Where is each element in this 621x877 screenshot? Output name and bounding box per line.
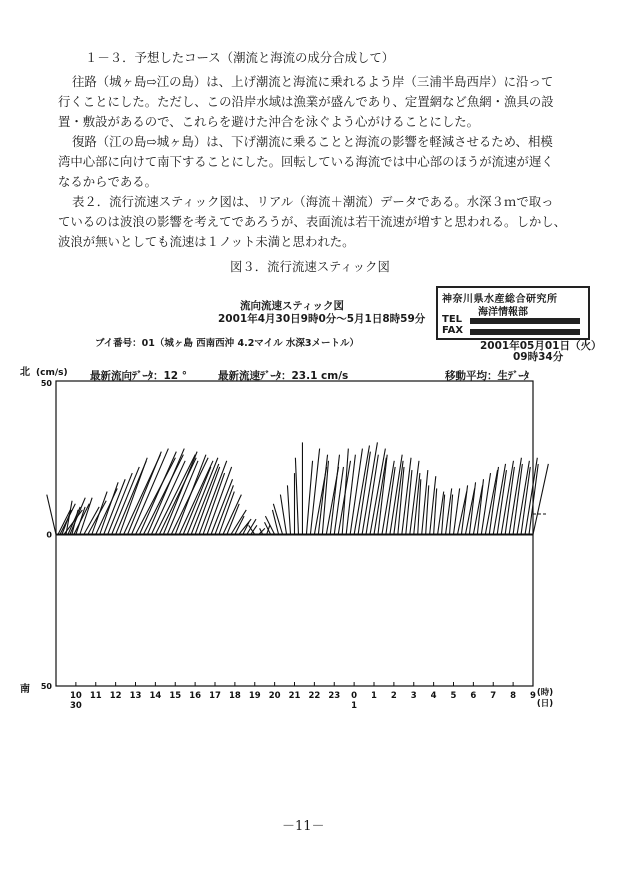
stamp-date: 2001年05月01日（火） [480, 340, 602, 352]
latest-speed: 最新流速ﾃﾞｰﾀ：23.1 cm/s [218, 370, 349, 382]
x-tick-label: 7 [490, 691, 497, 701]
current-stick [247, 519, 256, 534]
current-stick [112, 467, 140, 535]
x-tick-label: 20 [268, 691, 281, 701]
y-tick-label: 50 [40, 379, 52, 388]
moving-average: 移動平均：生ﾃﾞｰﾀ [445, 370, 529, 382]
current-stick [92, 492, 107, 535]
y-unit-label: (cm/s) [36, 368, 68, 378]
paragraph-line: 波浪が無いとしても流速は１ノット未満と思われた。 [58, 234, 355, 249]
x-unit-hour: (時) [536, 688, 554, 698]
x-tick-label: 4 [430, 691, 437, 701]
x-tick-label: 18 [228, 691, 241, 701]
stamp-institution: 神奈川県水産総合研究所 [442, 294, 558, 305]
x-day-label: 30 [69, 701, 82, 711]
x-unit-day: (日) [536, 699, 554, 709]
paragraph-line: 湾中心部に向けて南下することにした。回転している海流では中心部のほうが流速が遅く [58, 154, 554, 169]
current-stick [47, 495, 56, 535]
paragraph-line: 往路（城ヶ島⇨江の島）は、上げ潮流と海流に乗れるよう岸（三浦半島西岸）に沿って [72, 74, 554, 89]
stamp-fax-label: FAX [442, 325, 464, 336]
chart-period: 2001年4月30日9時0分～5月1日8時59分 [218, 313, 426, 325]
south-label: 南 [20, 684, 30, 695]
x-tick-label: 2 [390, 691, 397, 701]
current-stick [330, 455, 339, 535]
chart-title: 流向流速スティック図 [240, 300, 344, 312]
x-tick-label: 19 [248, 691, 261, 701]
paragraph-line: 復路（江の島⇨城ヶ島）は、下げ潮流に乗ることと海流の影響を軽減させるため、相模 [72, 134, 553, 149]
stamp-tel-label: TEL [442, 314, 463, 325]
figure-caption: 図３．流行流速スティック図 [230, 259, 390, 274]
x-tick-label: 17 [209, 691, 221, 701]
x-tick-label: 11 [89, 691, 102, 701]
x-tick-label: 21 [288, 691, 301, 701]
x-tick-label: 16 [189, 691, 202, 701]
current-stick [179, 461, 213, 535]
current-stick [485, 470, 497, 534]
current-stick [265, 516, 274, 534]
latest-direction: 最新流向ﾃﾞｰﾀ：12 ° [90, 370, 188, 382]
x-tick-label: 12 [109, 691, 122, 701]
x-day-label: 1 [351, 701, 358, 711]
x-tick-label: 15 [169, 691, 182, 701]
current-stick [167, 461, 198, 535]
x-tick-label: 9 [530, 691, 536, 701]
y-tick-label: 0 [46, 530, 52, 540]
current-stick [287, 485, 290, 534]
paragraph-line: 置・敷設があるので、これらを避けた沖合を泳ぐよう心がけることにした。 [58, 114, 480, 129]
x-tick-label: 10 [69, 691, 82, 701]
current-stick [295, 458, 298, 535]
current-stick [310, 449, 319, 535]
buoy-label: ブイ番号：01（城ヶ島 西南西沖 4.2マイル 水深3メートル） [95, 338, 360, 349]
paragraph-line: ているのは波浪の影響を考えてであろうが、表面流は若干流速が増すと思われる。しかし、 [58, 214, 567, 229]
section-heading: １－３．予想したコース（潮流と海流の成分合成して） [85, 50, 395, 65]
x-tick-label: 8 [510, 691, 517, 701]
x-tick-label: 22 [308, 691, 321, 701]
current-stick [159, 458, 196, 535]
y-tick-label: 50 [40, 682, 52, 691]
x-tick-label: 13 [129, 691, 142, 701]
current-stick [231, 510, 246, 535]
paragraph-line: 行くことにした。ただし、この沿岸水域は漁業が盛んであり、定置網など魚網・漁具の設 [58, 94, 554, 109]
paragraph-line: 表２．流行流速スティック図は、リアル（海流＋潮流）データである。水深３ｍで取っ [72, 194, 554, 209]
stamp-time: 09時34分 [513, 351, 564, 363]
north-label: 北 [20, 367, 30, 378]
current-stick [493, 464, 505, 535]
current-stick [155, 455, 195, 535]
paragraph-line: なるからである。 [58, 174, 158, 189]
x-tick-label: 6 [470, 691, 477, 701]
current-stick [334, 467, 343, 535]
x-tick-label: 0 [351, 691, 358, 701]
x-tick-label: 1 [371, 691, 377, 701]
stamp-department: 海洋情報部 [478, 307, 528, 318]
x-tick-label: 14 [149, 691, 162, 701]
x-tick-label: 3 [410, 691, 417, 701]
x-tick-label: 5 [450, 691, 457, 701]
current-stick [104, 479, 125, 534]
current-stick [533, 464, 548, 535]
current-stick [219, 492, 234, 535]
current-stick [509, 458, 521, 535]
current-stick [430, 476, 436, 534]
current-stick [489, 467, 498, 535]
x-tick-label: 23 [328, 691, 341, 701]
current-stick [422, 470, 428, 534]
page-number: －11－ [282, 819, 325, 834]
